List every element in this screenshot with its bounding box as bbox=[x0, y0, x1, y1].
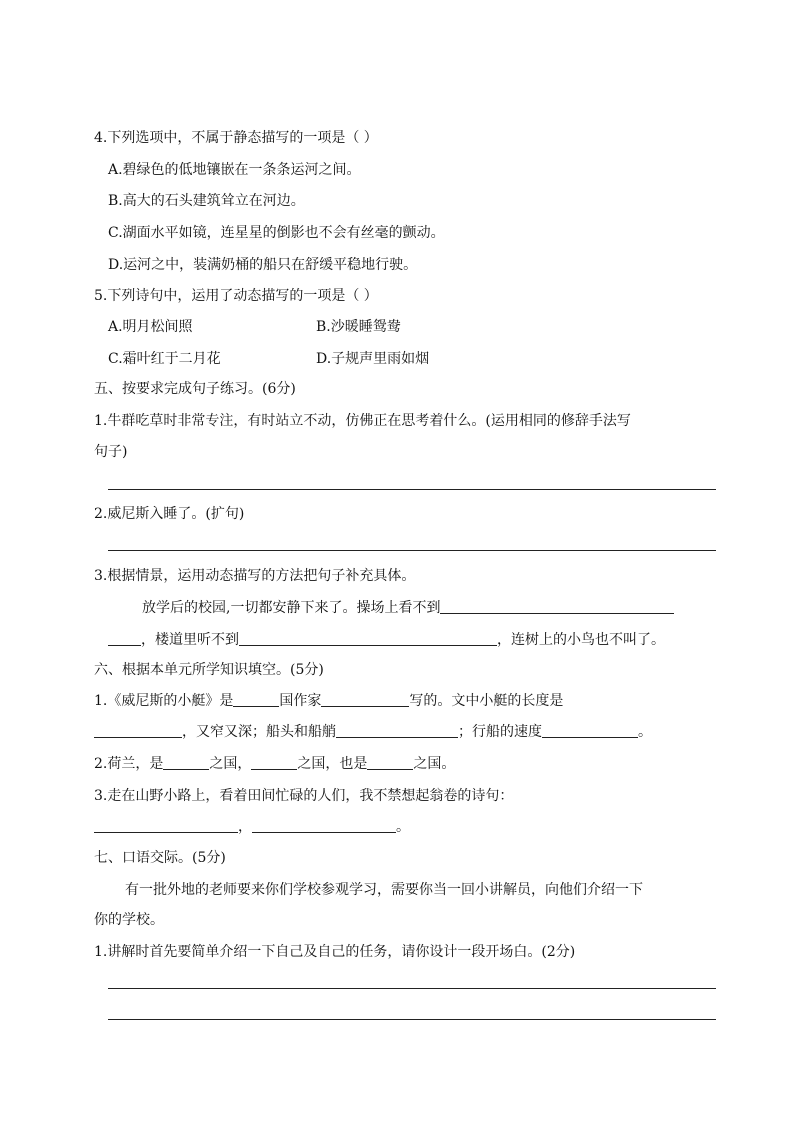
section-6-title: 六、根据本单元所学知识填空。(5分) bbox=[94, 662, 324, 678]
q4-option-a: A.碧绿色的低地镶嵌在一条条运河之间。 bbox=[108, 162, 361, 178]
sec6-q2-blank-2[interactable] bbox=[251, 755, 297, 770]
sec5-q2-answer-line[interactable] bbox=[108, 550, 716, 551]
sec6-q1-text-c: 写的。文中小艇的长度是 bbox=[409, 693, 564, 709]
sec6-q2-text-d: 之国。 bbox=[413, 756, 456, 772]
sec5-q2: 2.威尼斯入睡了。(扩句) bbox=[94, 506, 245, 522]
sec6-q1-text-b: 国作家 bbox=[279, 693, 322, 709]
sec5-q3-blank-1-cont[interactable] bbox=[108, 631, 141, 646]
sec6-q1-blank-length[interactable] bbox=[94, 723, 182, 738]
sec5-q3-paragraph-line1 bbox=[142, 599, 674, 617]
sec6-q3-end: 。 bbox=[396, 819, 410, 835]
section-7-title: 七、口语交际。(5分) bbox=[94, 850, 226, 866]
q4-option-d: D.运河之中，装满奶桶的船只在舒缓平稳地行驶。 bbox=[108, 257, 418, 273]
sec6-q1-blank-country[interactable] bbox=[233, 692, 279, 707]
q4-option-c: C.湖面水平如镜，连星星的倒影也不会有丝毫的颤动。 bbox=[108, 225, 445, 241]
sec5-q3-text-2: ，楼道里听不到 bbox=[141, 632, 239, 648]
q4-stem: 4.下列选项中，不属于静态描写的一项是（ ） bbox=[94, 130, 378, 146]
sec6-q2-text-c: 之国，也是 bbox=[297, 756, 368, 772]
sec6-q2-blank-3[interactable] bbox=[367, 755, 413, 770]
sec6-q1-line1 bbox=[94, 692, 563, 710]
sec7-intro-line2: 你的学校。 bbox=[94, 912, 164, 928]
sec5-q3: 3.根据情景，运用动态描写的方法把句子补充具体。 bbox=[94, 568, 416, 584]
sec7-q1: 1.讲解时首先要简单介绍一下自己及自己的任务，请你设计一段开场白。(2分) bbox=[94, 944, 576, 960]
sec7-intro-line1: 有一批外地的老师要来你们学校参观学习，需要你当一回小讲解员，向他们介绍一下 bbox=[125, 882, 643, 898]
sec6-q3-answer-line bbox=[94, 818, 410, 836]
sec6-q2-text-b: 之国， bbox=[209, 756, 252, 772]
q5-option-b: B.沙暖睡鸳鸯 bbox=[316, 319, 401, 335]
q4-option-b: B.高大的石头建筑耸立在河边。 bbox=[108, 193, 305, 209]
sec6-q1-text-a: 1.《威尼斯的小艇》是 bbox=[94, 693, 234, 709]
sec6-q3: 3.走在山野小路上，看着田间忙碌的人们，我不禁想起翁卷的诗句： bbox=[94, 788, 514, 804]
sec5-q1-line1: 1.牛群吃草时非常专注，有时站立不动，仿佛正在思考着什么。(运用相同的修辞手法写 bbox=[94, 413, 631, 429]
sec5-q3-text-1: 放学后的校园,一切都安静下来了。操场上看不到 bbox=[142, 600, 441, 616]
sec6-q3-separator: ， bbox=[238, 819, 252, 835]
sec5-q3-blank-1[interactable] bbox=[440, 599, 674, 614]
section-5-title: 五、按要求完成句子练习。(6分) bbox=[94, 381, 296, 397]
sec7-q1-answer-line-2[interactable] bbox=[108, 1019, 716, 1020]
sec6-q1-blank-bow[interactable] bbox=[336, 723, 458, 738]
q5-option-a: A.明月松间照 bbox=[108, 319, 193, 335]
sec6-q3-blank-2[interactable] bbox=[252, 818, 396, 833]
sec6-q1-text-f: 。 bbox=[638, 724, 652, 740]
sec5-q1-line2: 句子) bbox=[94, 444, 128, 460]
sec6-q1-blank-author[interactable] bbox=[321, 692, 409, 707]
sec6-q2-blank-1[interactable] bbox=[163, 755, 209, 770]
sec7-q1-answer-line-1[interactable] bbox=[108, 988, 716, 989]
sec5-q3-text-3: ，连树上的小鸟也不叫了。 bbox=[497, 632, 665, 648]
sec6-q1-line2 bbox=[94, 723, 652, 741]
sec6-q1-blank-speed[interactable] bbox=[542, 723, 638, 738]
sec5-q1-answer-line[interactable] bbox=[108, 489, 716, 490]
sec5-q3-paragraph-line2 bbox=[108, 631, 665, 649]
sec6-q1-text-d: ，又窄又深；船头和船艄 bbox=[182, 724, 336, 740]
sec6-q1-text-e: ；行船的速度 bbox=[458, 724, 542, 740]
q5-stem: 5.下列诗句中，运用了动态描写的一项是（ ） bbox=[94, 288, 378, 304]
q5-option-c: C.霜叶红于二月花 bbox=[108, 351, 221, 367]
sec6-q3-blank-1[interactable] bbox=[94, 818, 238, 833]
sec5-q3-blank-2[interactable] bbox=[239, 631, 497, 646]
q5-option-d: D.子规声里雨如烟 bbox=[316, 351, 430, 367]
sec6-q2-line bbox=[94, 755, 455, 773]
sec6-q2-text-a: 2.荷兰，是 bbox=[94, 756, 164, 772]
